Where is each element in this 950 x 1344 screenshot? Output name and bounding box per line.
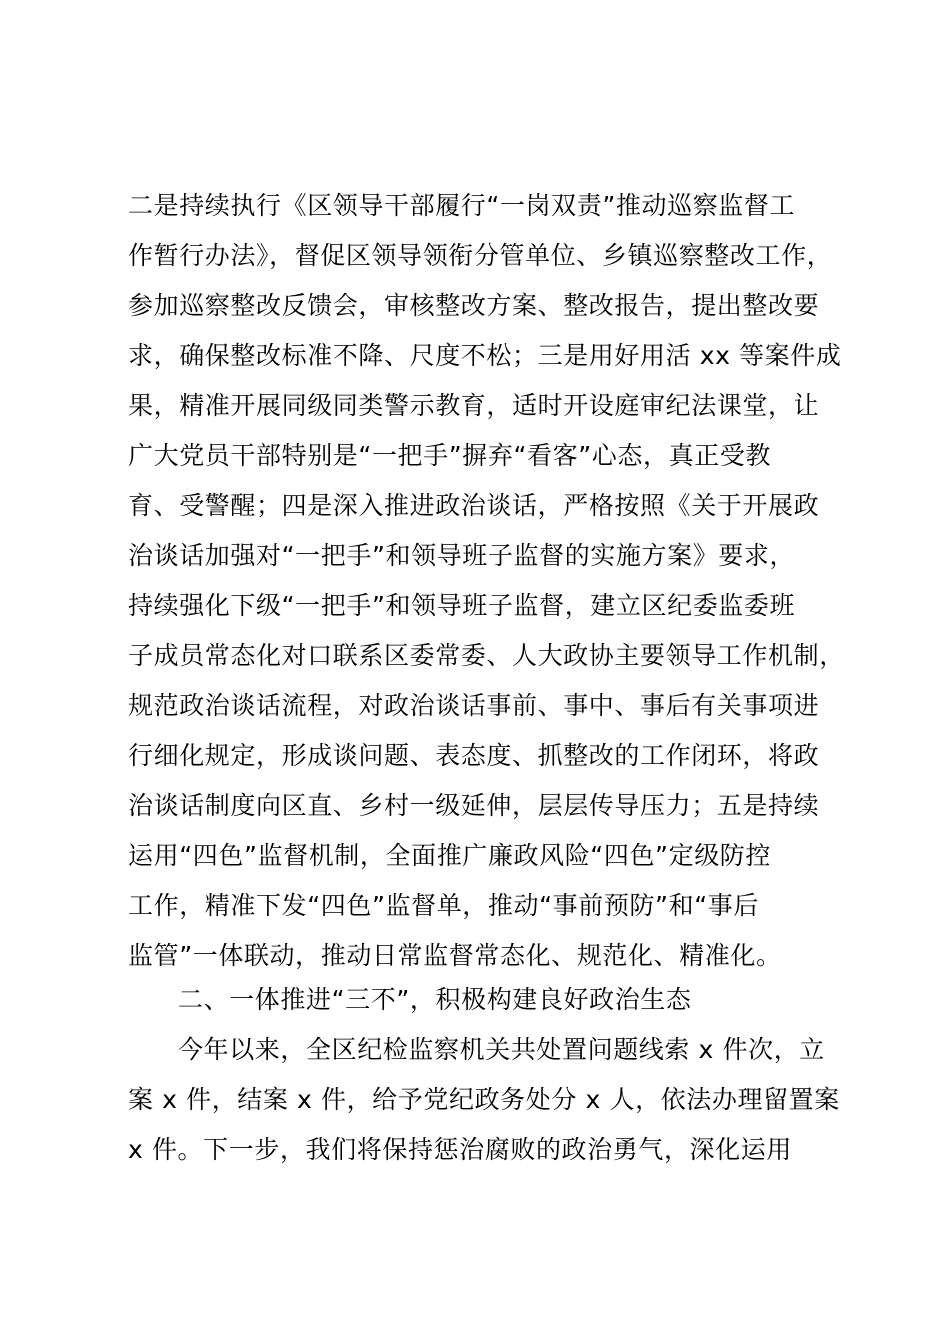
paragraph-1-line: 治谈话加强对“一把手”和领导班子监督的实施方案》要求， bbox=[128, 541, 796, 570]
paragraph-1-line: 工作，精准下发“四色”监督单，推动“事前预防”和“事后 bbox=[128, 891, 759, 920]
paragraph-1-line: 育、受警醒；四是深入推进政治谈话，严格按照《关于开展政 bbox=[128, 491, 820, 520]
paragraph-1 bbox=[128, 181, 868, 981]
paragraph-1-line: 治谈话制度向区直、乡村一级延伸，层层传导压力；五是持续 bbox=[128, 791, 820, 820]
paragraph-1-line: 广大党员干部特别是“一把手”摒弃“看客”心态，真正受教 bbox=[128, 441, 772, 470]
section-2 bbox=[128, 975, 868, 1175]
paragraph-1-line: 持续强化下级“一把手”和领导班子监督，建立区纪委监委班 bbox=[128, 591, 796, 620]
paragraph-1-line: 子成员常态化对口联系区委常委、人大政协主要领导工作机制， bbox=[128, 641, 845, 670]
paragraph-1-line: 监管”一体联动，推动日常监督常态化、规范化、精准化。 bbox=[128, 941, 782, 970]
paragraph-1-line: 求，确保整改标准不降、尺度不松；三是用好用活 xx 等案件成 bbox=[128, 341, 842, 370]
paragraph-1-line: 果，精准开展同级同类警示教育，适时开设庭审纪法课堂，让 bbox=[128, 391, 820, 420]
paragraph-1-line: 参加巡察整改反馈会，审核整改方案、整改报告，提出整改要 bbox=[128, 291, 820, 320]
paragraph-1-line: 二是持续执行《区领导干部履行“一岗双责”推动巡察监督工 bbox=[128, 191, 796, 220]
paragraph-1-line: 作暂行办法》，督促区领导领衔分管单位、乡镇巡察整改工作， bbox=[128, 241, 833, 270]
paragraph-1-line: 规范政治谈话流程，对政治谈话事前、事中、事后有关事项进 bbox=[128, 691, 820, 720]
paragraph-2-line: 今年以来，全区纪检监察机关共处置问题线索 x 件次，立 bbox=[178, 1035, 825, 1064]
paragraph-1-line: 行细化规定，形成谈问题、表态度、抓整改的工作闭环，将政 bbox=[128, 741, 820, 770]
paragraph-2-line: x 件。下一步，我们将保持惩治腐败的政治勇气，深化运用 bbox=[128, 1135, 792, 1164]
paragraph-2-line: 案 x 件，结案 x 件，给予党纪政务处分 x 人，依法办理留置案 bbox=[128, 1085, 840, 1114]
paragraph-1-line: 运用“四色”监督机制，全面推广廉政风险“四色”定级防控 bbox=[128, 841, 772, 870]
section-heading: 二、一体推进“三不”，积极构建良好政治生态 bbox=[178, 985, 692, 1014]
